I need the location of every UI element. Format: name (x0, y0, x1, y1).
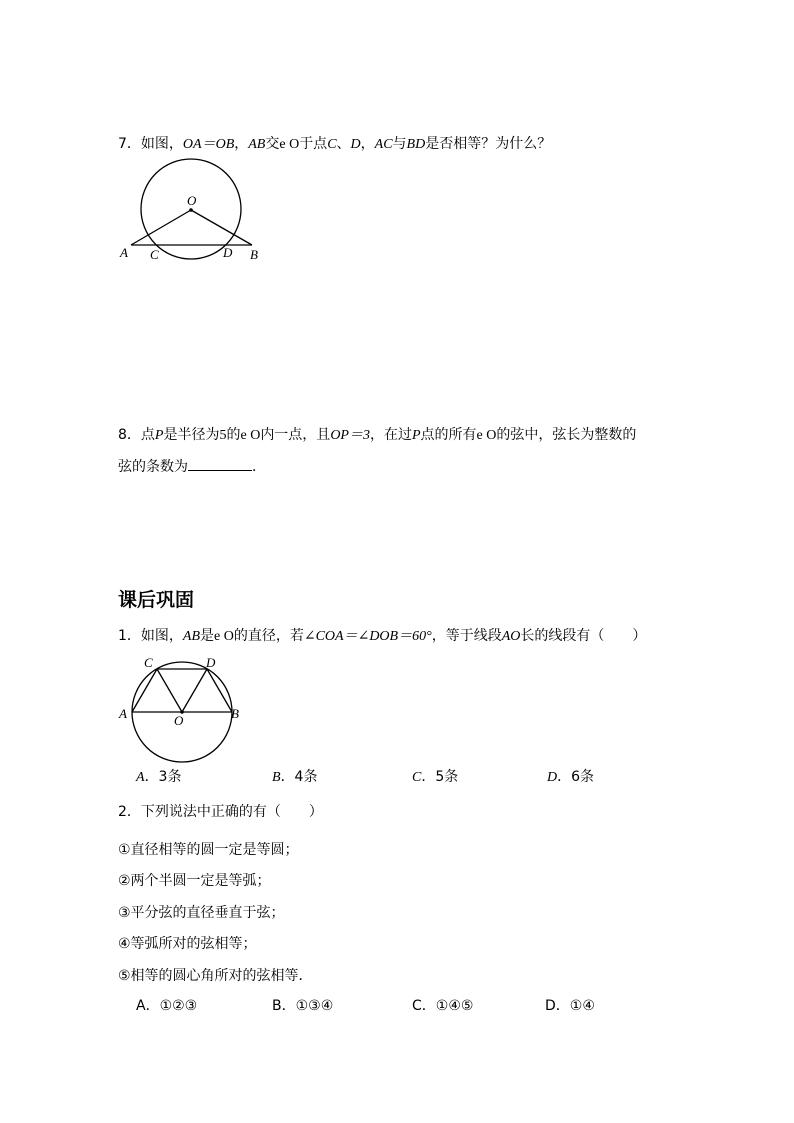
practice-2-stem: 2．下列说法中正确的有（ ） (118, 804, 323, 820)
segment-ob (191, 210, 252, 245)
statement-2: ②两个半圆一定是等弧； (118, 873, 271, 889)
question-7-figure (110, 155, 280, 270)
practice-2-option-b[interactable]: B．①③④ (272, 998, 334, 1014)
practice-2-option-a[interactable]: A．①②③ (136, 998, 198, 1014)
segment-od (182, 669, 207, 712)
practice-2-option-c[interactable]: C．①④⑤ (412, 998, 474, 1014)
statement-3: ③平分弦的直径垂直于弦； (118, 905, 285, 921)
practice-1-option-a[interactable]: A．3条 (136, 769, 182, 785)
practice-1-option-b[interactable]: B．4条 (272, 769, 318, 785)
statement-5: ⑤相等的圆心角所对的弦相等． (118, 968, 313, 984)
question-8-line-2: 弦的条数为 ． (118, 456, 266, 477)
label-b: B (231, 706, 239, 721)
segment-ac (132, 669, 157, 712)
section-title: 课后巩固 (118, 589, 195, 611)
question-8-line-1: 8．点P是半径为5的e O内一点，且OP＝3，在过P点的所有e O的弦中，弦长为整数的 (118, 427, 637, 443)
practice-1-text: 1．如图，AB是e O的直径，若∠COA＝∠DOB＝60°，等于线段AO长的线段有（ ） (118, 628, 647, 644)
practice-1-figure (112, 652, 252, 772)
label-o: O (187, 193, 197, 208)
practice-2-option-d[interactable]: D．①④ (545, 998, 595, 1014)
practice-1-option-c[interactable]: C．5条 (412, 769, 459, 785)
segment-db (207, 669, 232, 712)
label-a: A (119, 706, 127, 721)
label-a: A (120, 245, 128, 260)
statement-1: ①直径相等的圆一定是等圆； (118, 842, 299, 858)
question-7-text: 7．如图，OA＝OB，AB交e O于点C、D，AC与BD是否相等？为什么？ (118, 136, 552, 152)
segment-oc (157, 669, 182, 712)
label-d: D (223, 245, 233, 260)
label-c: C (150, 247, 159, 262)
label-o: O (174, 713, 184, 728)
answer-blank[interactable] (188, 456, 252, 471)
segment-oa (131, 210, 191, 245)
center-point (189, 208, 193, 212)
label-c: C (144, 655, 153, 670)
statement-4: ④等弧所对的弦相等； (118, 936, 257, 952)
practice-1-option-d[interactable]: D．6条 (547, 769, 595, 785)
label-b: B (250, 247, 258, 262)
label-d: D (206, 655, 216, 670)
